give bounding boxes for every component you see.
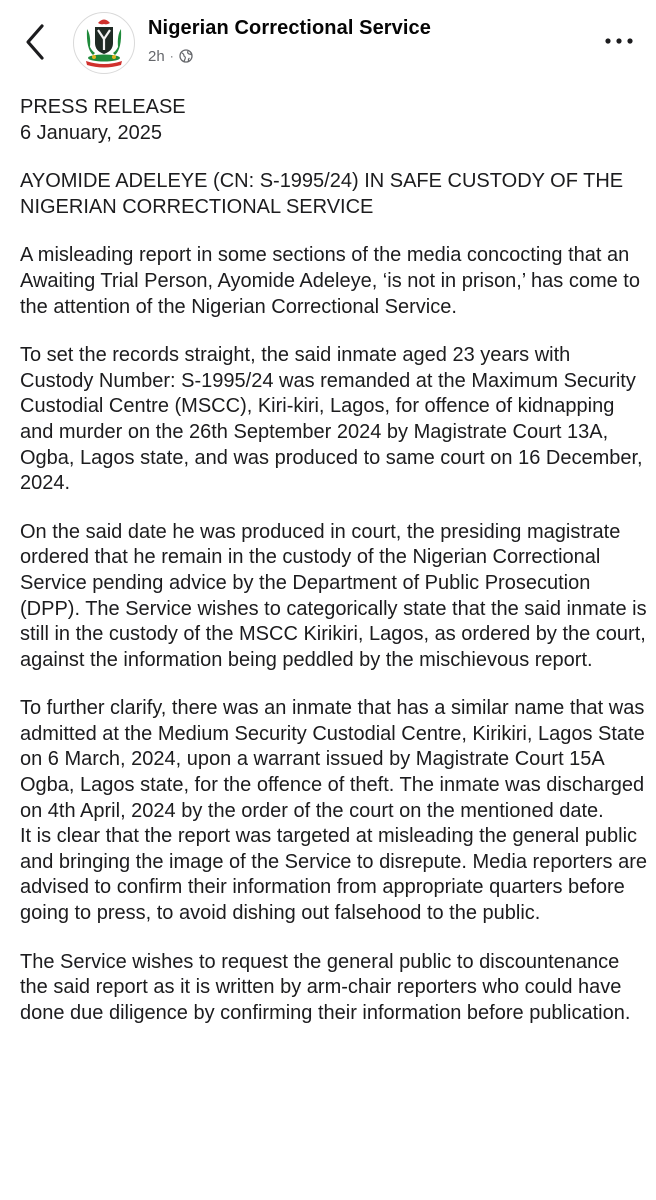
press-release-heading: PRESS RELEASE 6 January, 2025	[20, 96, 186, 144]
chevron-left-icon	[18, 22, 54, 62]
paragraph-4: To further clarify, there was an inmate that has a similar name that was admitted at the Medium Security Custodial Centre, Kirikiri, Lagos State on 6 March, 2024, upon a warrant issued by Magistrate Court 15A Ogba, Lagos state, for the offence of theft. The inmate was discharged on 4th April, 2024 by the order of the court on the mentioned date.	[20, 697, 645, 822]
more-options-button[interactable]	[603, 31, 635, 51]
post-time[interactable]: 2h	[148, 47, 165, 65]
page-name[interactable]: Nigerian Correctional Service	[148, 17, 432, 39]
page-avatar[interactable]	[73, 12, 135, 74]
post-meta	[148, 46, 193, 66]
press-release-title: AYOMIDE ADELEYE (CN: S-1995/24) IN SAFE CUSTODY OF THE NIGERIAN CORRECTIONAL SERVICE	[20, 170, 624, 218]
meta-separator: ·	[169, 49, 174, 63]
paragraph-1: A misleading report in some sections of the media concocting that an Awaiting Trial Person, Ayomide Adeleye, ‘is not in prison,’ has come to the attention of the Nigerian Correctional Service.	[20, 244, 640, 318]
paragraph-5: It is clear that the report was targeted at misleading the general public and bringing the image of the Service to disrepute. Media reporters are advised to confirm their information from appropriate quarters before going to press, to avoid dishing out falsehood to the public.	[20, 825, 648, 925]
post-text	[20, 95, 648, 1026]
post-header	[0, 0, 656, 92]
paragraph-2: To set the records straight, the said inmate aged 23 years with Custody Number: S-1995/24 was remanded at the Maximum Security Custodial Centre (MSCC), Kiri-kiri, Lagos, for offence of kidnapping and murder on the 26th September 2024 by Magistrate Court 13A, Ogba, Lagos state, and was produced to same court on 16 December, 2024.	[20, 344, 643, 495]
more-horizontal-icon	[603, 31, 635, 51]
back-button[interactable]	[18, 22, 54, 62]
paragraph-6: The Service wishes to request the general public to discountenance the said report as it is written by arm-chair reporters who could have done due diligence by confirming their information before publication.	[20, 950, 631, 1024]
coat-of-arms-logo	[74, 13, 134, 73]
globe-icon	[179, 49, 193, 63]
paragraph-3: On the said date he was produced in court, the presiding magistrate ordered that he remain in the custody of the Nigerian Correctional Service pending advice by the Department of Public Prosecution (DPP). The Service wishes to categorically state that the said inmate is still in the custody of the MSCC Kirikiri, Lagos, as ordered by the court, against the information being peddled by the mischievous report.	[20, 520, 647, 671]
